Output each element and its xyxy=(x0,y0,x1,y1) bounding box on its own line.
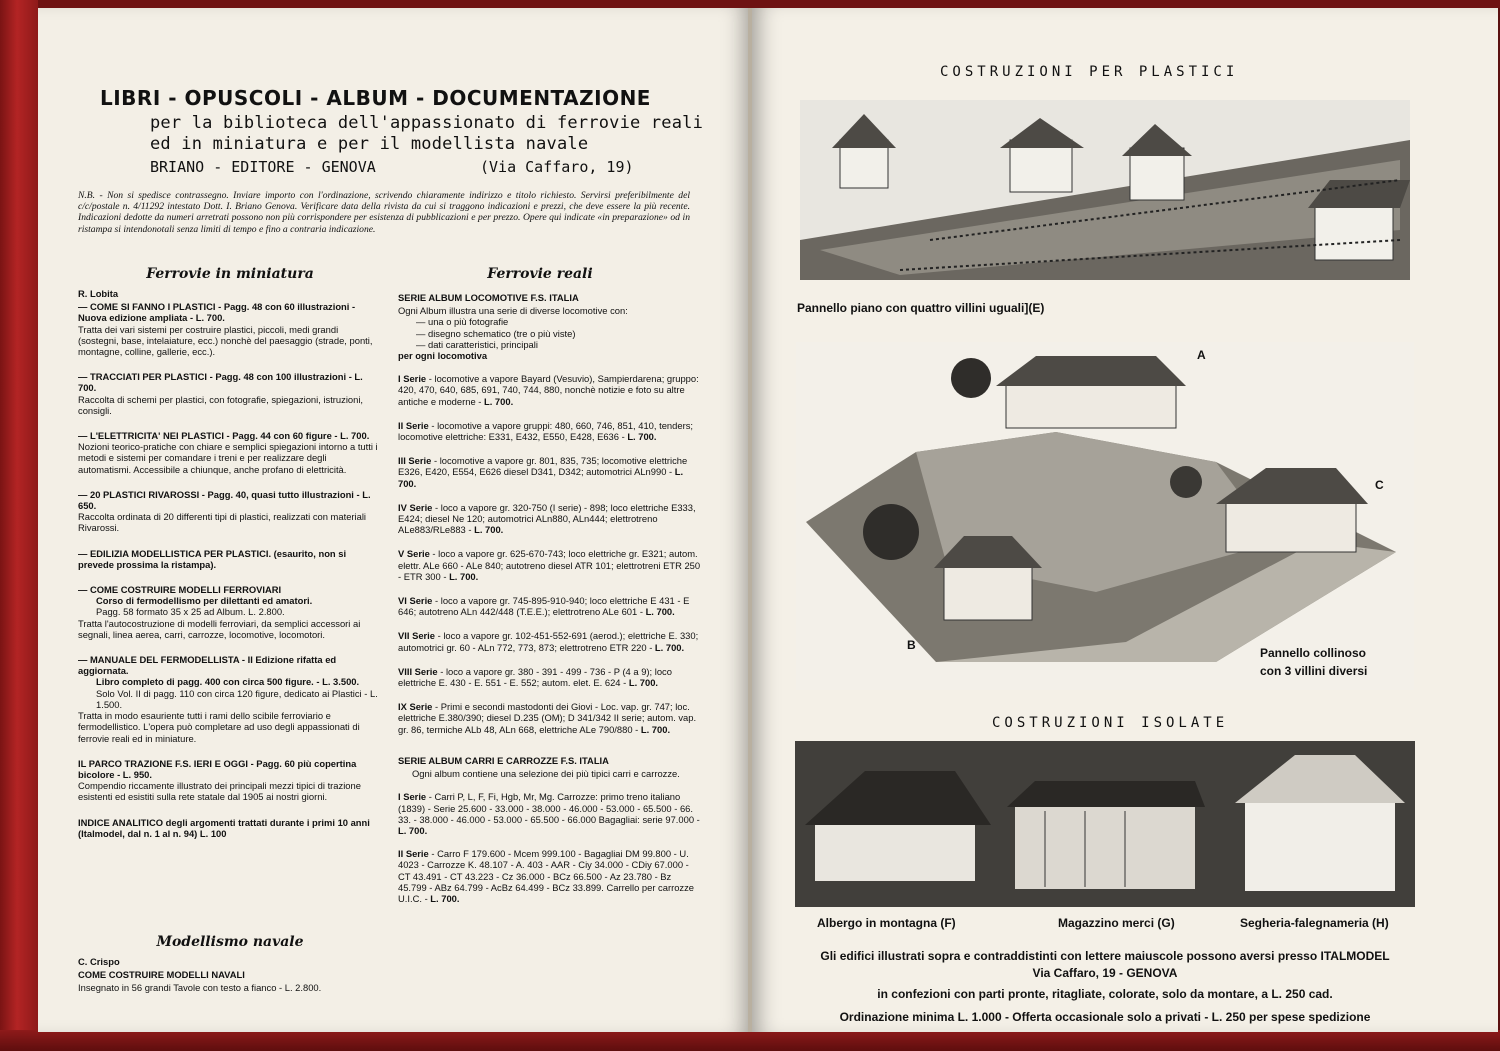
page-subtitle-1: per la biblioteca dell'appassionato di ferrovie reali xyxy=(150,113,704,133)
series-text: - loco a vapore gr. 380 - 391 - 499 - 736 - P (4 a 9); loco elettriche E. 430 - E. 551 - E. 552; autom. elet. E. 624 - xyxy=(398,665,672,689)
notice-line-1: Gli edifici illustrati sopra e contraddistinti con lettere maiuscole possono aversi presso ITALMODEL xyxy=(820,949,1390,963)
series-name: VI Serie xyxy=(398,595,433,607)
series-price: L. 700. xyxy=(398,466,684,489)
locomotive-series xyxy=(398,455,702,489)
series-price: L. 700. xyxy=(654,641,685,653)
series-text: - locomotive a vapore Bayard (Vesuvio), Sampierdarena; gruppo: 420, 470, 640, 685, 691, 740, 744, 880, nonchè notizie e foto su altre antiche e moderne - xyxy=(398,373,699,407)
notice-line-3: in confezioni con parti pronte, ritagliate, colorate, solo da montare, a L. 250 cad. xyxy=(877,987,1333,1001)
page-subtitle-2: ed in miniatura e per il modellista navale xyxy=(150,134,589,154)
book-entry xyxy=(78,758,380,803)
carri-series-2-price: L. 700. xyxy=(430,892,460,904)
series2-title: SERIE ALBUM CARRI E CARROZZE F.S. ITALIA xyxy=(398,754,609,766)
series1-intro: Ogni Album illustra una serie di diverse locomotive con: xyxy=(398,305,628,317)
book-entry-title: IL PARCO TRAZIONE F.S. IERI E OGGI - Pagg. 60 più copertina bicolore - L. 950. xyxy=(78,757,357,780)
caption-hill-line-2: con 3 villini diversi xyxy=(1260,664,1368,678)
book-entry-title: — COME SI FANNO I PLASTICI - Pagg. 48 con 60 illustrazioni - Nuova edizione ampliata - L. 700. xyxy=(78,301,356,324)
series2-intro: Ogni album contiene una selezione dei più tipici carri e carrozze. xyxy=(412,768,680,780)
series-text: - loco a vapore gr. 625-670-743; loco elettriche gr. E321; autom. elettr. ALe 660 - ALe 840; autotreno diesel ATR 101; elettrotreni ETR 250 - ETR 300 - xyxy=(398,548,701,582)
book-cover-top xyxy=(38,0,1500,8)
carri-series-1-price: L. 700. xyxy=(398,824,428,836)
book-entry-detail: Solo Vol. II di pagg. 110 con circa 120 figure, dedicato ai Plastici - L. 1.500. xyxy=(96,687,378,710)
photo-isolated-buildings xyxy=(795,741,1415,907)
label-b: B xyxy=(907,638,916,652)
book-cover-edge xyxy=(0,0,38,1051)
book-entry-detail: Pagg. 58 formato 35 x 25 ad Album. L. 2.800. xyxy=(96,606,285,618)
series-name: I Serie xyxy=(398,373,427,385)
publisher-name: BRIANO - EDITORE - GENOVA xyxy=(150,158,376,176)
book-entry-title: — L'ELETTRICITA' NEI PLASTICI - Pagg. 44 con 60 figure - L. 700. xyxy=(78,430,370,442)
label-a: A xyxy=(1197,348,1206,362)
book-entry-title: — TRACCIATI PER PLASTICI - Pagg. 48 con 100 illustrazioni - L. 700. xyxy=(78,371,363,394)
series-list xyxy=(398,373,702,735)
photo-flat-panel xyxy=(800,100,1410,280)
book-entry-subtitle: Libro completo di pagg. 400 con circa 500 figure. - L. 3.500. xyxy=(96,676,360,688)
series1-title: SERIE ALBUM LOCOMOTIVE F.S. ITALIA xyxy=(398,292,579,303)
series-name: VII Serie xyxy=(398,630,436,642)
section-costruzioni-isolate: COSTRUZIONI ISOLATE xyxy=(992,715,1229,731)
naval-book-title: COME COSTRUIRE MODELLI NAVALI xyxy=(78,969,245,981)
locomotive-series xyxy=(398,502,702,536)
book-list xyxy=(78,301,380,839)
series-name: IV Serie xyxy=(398,501,433,513)
page-title: LIBRI - OPUSCOLI - ALBUM - DOCUMENTAZIONE xyxy=(100,86,651,110)
series-price: L. 700. xyxy=(449,570,479,582)
series-price: L. 700. xyxy=(640,723,671,735)
book-entry xyxy=(78,548,380,570)
series1-feature: — dati caratteristici, principali xyxy=(416,338,538,350)
hill-panel-illustration xyxy=(796,342,1414,690)
section-costruzioni-plastici: COSTRUZIONI PER PLASTICI xyxy=(940,64,1239,80)
caption-hill-line-1: Pannello collinoso xyxy=(1260,646,1367,660)
book-entry-subtitle: Corso di fermodellismo per dilettanti ed amatori. xyxy=(96,595,313,607)
notice-line-2: Via Caffaro, 19 - GENOVA xyxy=(1032,966,1178,980)
series1-feature: — disegno schematico (tre o più viste) xyxy=(416,327,576,339)
series-text: - Primi e secondi mastodonti dei Giovi - Loc. vap. gr. 747; loc. elettriche E.380/390; diesel D.235 (OM); D 341/342 II serie; autom. vap. gr. 86, termiche ALb 48, ALn 668, elettriche ALe 790/880 - xyxy=(398,701,697,735)
nota-bene: N.B. - Non si spedisce contrassegno. Inviare importo con l'ordinazione, scrivendo chiaramente indirizzo e titolo richiesto. Servirsi preferibilmente del c/c/postale n. 4/11292 intestato Dott. I. Briano Genova. Verificare data della rivista da cui si traggono indicazioni e prezzi, che deve essere la più recente. Indicazioni dedotte da numeri arretrati possono non più corrispondere per esistenza di pubblicazioni e per prezzo. Opere qui indicate «in preparazione» od in ristampa si intendonotali senza limiti di tempo e fino a contraria indicazione. xyxy=(78,190,690,235)
carri-series-1-text: - Carri P, L, F, Fi, Hgb, Mr, Mg. Carrozze: primo treno italiano (1839) - Serie 25.600 - 33.000 - 38.000 - 46.000 - 53.000 - 65.500 - 66. 33. - 38.000 - 46.000 - 53.000 - 65.500 - 66.000 Bagagliai: serie 97.000 - xyxy=(398,791,700,825)
book-entry xyxy=(78,371,380,416)
book-entry-description: Compendio riccamente illustrato dei principali mezzi tipici di trazione esistenti ed esistiti sulla rete statale dal 1905 ai nostri giorni. xyxy=(78,780,361,803)
book-entry xyxy=(78,430,380,475)
notice-line-4: Ordinazione minima L. 1.000 - Offerta occasionale solo a privati - L. 250 per spese spedizione xyxy=(839,1010,1371,1024)
series-text: - locomotive a vapore gr. 801, 835, 735; locomotive elettriche E326, E420, E554, E626 diesel D341, D342; automotrici ALn990 - xyxy=(398,455,688,478)
locomotive-series xyxy=(398,630,702,652)
caption-flat-panel: Pannello piano con quattro villini uguali](E) xyxy=(797,301,1045,315)
series-name: IX Serie xyxy=(398,701,433,713)
author-lobita: R. Lobita xyxy=(78,288,119,299)
locomotive-series xyxy=(398,420,702,442)
locomotive-series xyxy=(398,666,702,688)
series-name: III Serie xyxy=(398,455,432,467)
locomotive-series xyxy=(398,373,702,407)
publisher-address: (Via Caffaro, 19) xyxy=(480,158,634,176)
caption-albergo: Albergo in montagna (F) xyxy=(817,916,956,930)
isolated-buildings-illustration xyxy=(795,741,1415,907)
locomotive-series xyxy=(398,548,702,582)
carri-series-2-name: II Serie xyxy=(398,848,429,860)
naval-entry xyxy=(78,956,380,994)
book-entry-description: Tratta dei vari sistemi per costruire plastici, piccoli, medi grandi (sostegni, base, intelaiature, ecc.) nonchè del paesaggio (strade, ponti, montagne, colline, gallerie, ecc.). xyxy=(78,323,373,358)
heading-ferrovie-miniatura: Ferrovie in miniatura xyxy=(146,266,314,282)
series-name: II Serie xyxy=(398,419,429,431)
series-name: V Serie xyxy=(398,548,430,560)
series-price: L. 700. xyxy=(484,395,514,407)
book-entry-description: Tratta l'autocostruzione di modelli ferroviari, da semplici accessori ai segnali, linea aerea, carri, carrozze, locomotive, locomotori. xyxy=(78,617,361,640)
publisher-line xyxy=(150,158,640,176)
book-entry-title: — COME COSTRUIRE MODELLI FERROVIARI xyxy=(78,584,282,596)
caption-segheria: Segheria-falegnameria (H) xyxy=(1240,916,1389,930)
author-crispo: C. Crispo xyxy=(78,956,120,967)
book-entry-title: — 20 PLASTICI RIVAROSSI - Pagg. 40, quasi tutto illustrazioni - L. 650. xyxy=(78,488,371,512)
locomotive-series xyxy=(398,595,702,617)
book-entry xyxy=(78,584,380,640)
series1-features xyxy=(398,316,702,350)
book-entry-description: Tratta in modo esauriente tutti i rami dello scibile ferroviario e fermodellistico. L'opera può completare ad uso degli appassionati di ferrovie reali ed in miniature. xyxy=(78,710,360,744)
book-entry xyxy=(78,489,380,534)
photo-hill-panel xyxy=(796,342,1414,690)
carri-series-1 xyxy=(398,791,702,836)
column-miniatura xyxy=(78,288,380,853)
locomotive-series xyxy=(398,701,702,735)
series-text: - locomotive a vapore gruppi: 480, 660, 746, 851, 410, tenders; locomotive elettriche: E331, E432, E550, E428, E636 - xyxy=(398,419,693,443)
book-entry-title: — MANUALE DEL FERMODELLISTA - II Edizione rifatta ed aggiornata. xyxy=(78,654,337,677)
book-entry xyxy=(78,654,380,744)
series-text: - loco a vapore gr. 102-451-552-691 (aerod.); elettriche E. 330; automotrici gr. 60 - ALn 772, 773, 873; elettrotreno ETR 220 - xyxy=(398,630,699,653)
heading-ferrovie-reali: Ferrovie reali xyxy=(487,266,593,282)
series-name: VIII Serie xyxy=(398,665,438,677)
heading-modellismo-navale: Modellismo navale xyxy=(156,934,304,950)
carri-series-2-text: - Carro F 179.600 - Mcem 999.100 - Bagagliai DM 99.800 - U. 4023 - Carrozze K. 48.107 - A. 403 - AAR - Ciy 34.000 - CDiy 67.000 - CT 43.491 - CT 43.223 - Cz 36.000 - BCz 66.500 - Az 23.780 - Bz 45.799 - ABz 64.799 - AcBz 64.499 - BCz 33.899. Carrello per carrozze U.I.C. - xyxy=(398,848,694,904)
series-text: - loco a vapore gr. 320-750 (I serie) - 898; loco elettriche E333, E424; diesel Ne 120; automotrici ALn880, ALn444; elettrotreno ALe883/RLe883 - xyxy=(398,501,696,536)
series1-feature: — una o più fotografie xyxy=(416,316,509,328)
carri-series-1-name: I Serie xyxy=(398,791,427,803)
book-cover-bottom xyxy=(0,1030,1500,1051)
flat-panel-illustration xyxy=(800,100,1410,280)
series-price: L. 700. xyxy=(628,677,659,689)
book-entry-description: Raccolta di schemi per plastici, con fotografie, spiegazioni, istruzioni, consigli. xyxy=(78,393,364,416)
book-entry xyxy=(78,817,380,839)
series-price: L. 700. xyxy=(627,431,657,443)
series-price: L. 700. xyxy=(645,606,675,618)
carri-series-2 xyxy=(398,848,702,904)
book-entry-title: INDICE ANALITICO degli argomenti trattati durante i primi 10 anni (Italmodel, dal n. 1 al n. 94) L. 100 xyxy=(78,816,370,839)
series1-per: per ogni locomotiva xyxy=(398,350,488,362)
column-reali xyxy=(398,292,702,904)
series-price: L. 700. xyxy=(474,524,504,536)
book-entry-description: Raccolta ordinata di 20 differenti tipi di plastici, realizzati con materiali Rivarossi. xyxy=(78,511,366,534)
book-entry xyxy=(78,301,380,357)
naval-book-description: Insegnato in 56 grandi Tavole con testo a fianco - L. 2.800. xyxy=(78,982,322,994)
series-text: - loco a vapore gr. 745-895-910-940; loco elettriche E 431 - E 646; autotreno ALn 442/448 (T.E.E.); elettrotreno ALe 601 - xyxy=(398,595,690,618)
book-entry-title: — EDILIZIA MODELLISTICA PER PLASTICI. (esaurito, non si prevede prossima la ristampa). xyxy=(78,547,347,570)
book-entry-description: Nozioni teorico-pratiche con chiare e semplici spiegazioni intorno a tutti i metodi e sistemi per comandare i treni e per realizzare degli automatismi. Accessibile a chiunque, anche profano di elettricità. xyxy=(78,441,378,475)
label-c: C xyxy=(1375,478,1384,492)
caption-magazzino: Magazzino merci (G) xyxy=(1058,916,1175,930)
